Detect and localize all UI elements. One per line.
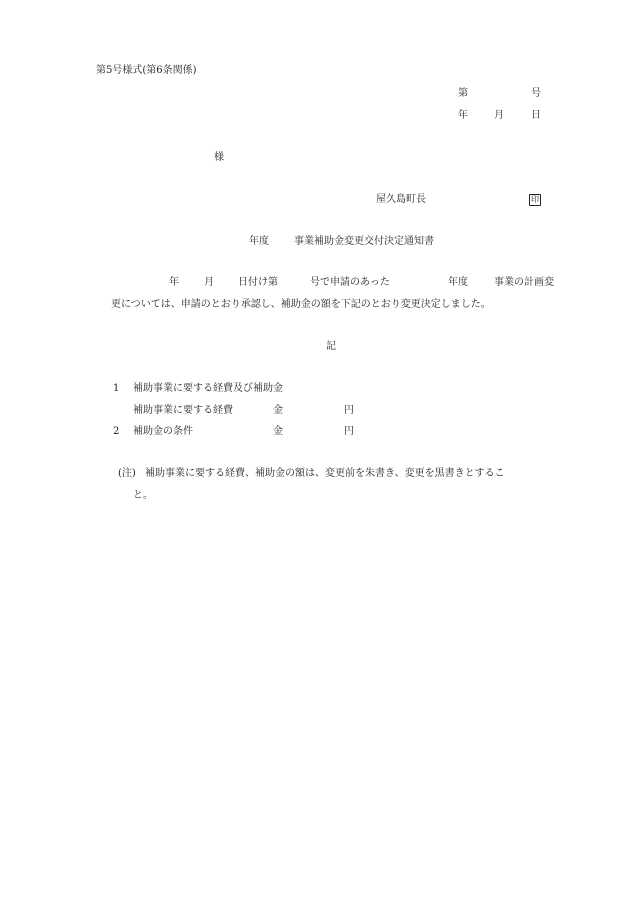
sub-item-yen: 円 (344, 405, 354, 416)
date-year: 年 (458, 110, 468, 121)
item1-number: 1 (113, 383, 120, 394)
item2-kin: 金 (273, 426, 283, 437)
body-month: 月 (204, 277, 214, 288)
sub-item-label: 補助事業に要する経費 (133, 405, 233, 416)
date-month: 月 (494, 110, 504, 121)
item2-label: 補助金の条件 (133, 426, 193, 437)
doc-number-suffix: 号 (531, 88, 541, 99)
note-line-1: 補助事業に要する経費、補助金の額は、変更前を朱書き、変更を黒書きとするこ (145, 468, 505, 479)
doc-number-prefix: 第 (458, 88, 468, 99)
body-applied: 号で申請のあった (310, 277, 390, 288)
body-line-2: 更については、申請のとおり承認し、補助金の額を下記のとおり変更決定しました。 (111, 299, 491, 310)
body-plan-change: 事業の計画変 (494, 277, 554, 288)
note-marker: (注) (118, 468, 136, 479)
form-number-label: 第5号様式(第6条関係) (96, 65, 197, 76)
body-date-of: 日付け第 (238, 277, 278, 288)
item1-label: 補助事業に要する経費及び補助金 (133, 383, 283, 394)
addressee-suffix: 様 (214, 152, 224, 163)
ki-heading: 記 (326, 341, 336, 352)
document-title: 事業補助金変更交付決定通知書 (294, 236, 434, 247)
body-fiscal-year: 年度 (448, 277, 468, 288)
item2-number: 2 (113, 426, 120, 437)
seal-box: 印 (531, 195, 539, 204)
body-year: 年 (169, 277, 179, 288)
note-line-2: と。 (133, 490, 153, 501)
seal-mark (529, 194, 541, 206)
sub-item-kin: 金 (273, 405, 283, 416)
date-day: 日 (531, 110, 541, 121)
item2-yen: 円 (344, 426, 354, 437)
issuer-name: 屋久島町長 (376, 194, 426, 205)
title-year-label: 年度 (249, 236, 269, 247)
